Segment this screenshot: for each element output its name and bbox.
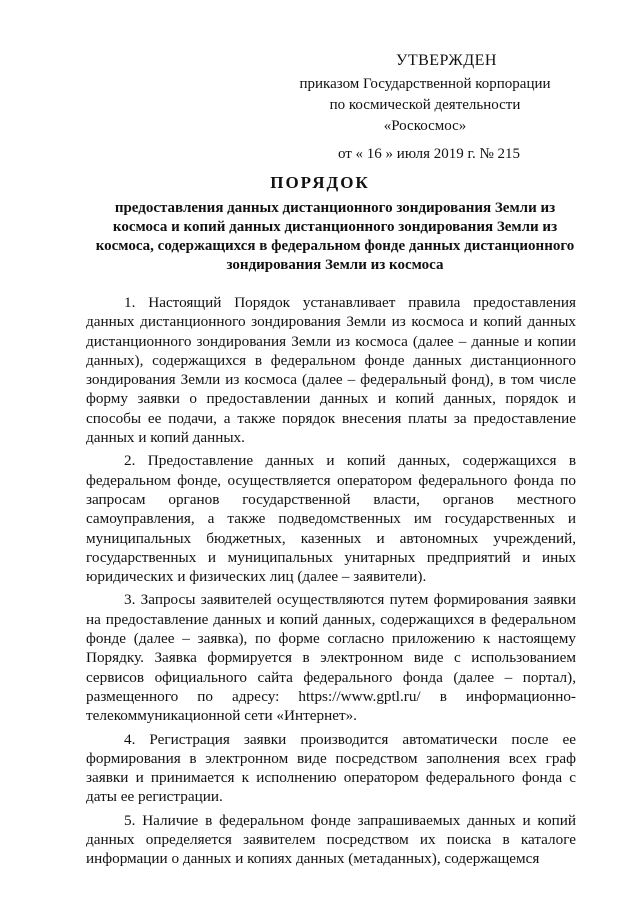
paragraph-5: 5. Наличие в федеральном фонде запрашиваемых данных и копий данных определяется заявителем посредством их поиска в каталоге информации о данных и копиях данных (метаданных), содержащемся	[86, 811, 576, 868]
approval-date: от « 16 » июля 2019 г. № 215	[337, 146, 521, 162]
approval-block	[290, 50, 590, 165]
approval-order-line-1: приказом Государственной корпорации	[299, 76, 551, 92]
document-body	[86, 293, 576, 873]
paragraph-2: 2. Предоставление данных и копий данных, содержащихся в федеральном фонде, осуществляется оператором федерального фонда по запросам органов государственной власти, органов местного самоуправления, а также подведомственных им государственных и муниципальных бюджетных, казенных и автономных учреждений, государственных и муниципальных унитарных предприятий и иных юридических и физических лиц (далее – заявители).	[86, 452, 576, 586]
approval-order-line-2: по космической деятельности «Роскосмос»	[329, 97, 521, 134]
paragraph-1: 1. Настоящий Порядок устанавливает правила предоставления данных дистанционного зондирования Земли из космоса и копий данных дистанционного зондирования Земли из космоса (далее – данные и копии данных), содержащихся в федеральном фонде данных дистанционного зондирования Земли из космоса (далее – федеральный фонд), в том числе форму заявки о предоставлении данных и копий данных, порядок и способы ее подачи, а также порядок внесения платы за предоставление данных и копий данных.	[86, 294, 576, 447]
approval-title: УТВЕРЖДЕН	[396, 52, 497, 69]
paragraph-4: 4. Регистрация заявки производится автоматически после ее формирования в электронном виде посредством заполнения всех граф заявки и принимается к исполнению оператором федерального фонда с даты ее регистрации.	[86, 730, 576, 806]
paragraph-3: 3. Запросы заявителей осуществляются путем формирования заявки на предоставление данных и копий данных, содержащихся в федеральном фонде (далее – заявка), по форме согласно приложению к настоящему Порядку. Заявка формируется в электронном виде с использованием сервисов официального сайта федерального фонда (далее – портал), размещенного по адресу: https://www.gptl.ru/ в информационно-телекоммуникационной сети «Интернет».	[86, 591, 576, 725]
document-title: ПОРЯДОК	[270, 173, 370, 192]
document-subtitle: предоставления данных дистанционного зондирования Земли из космоса и копий данных дистанционного зондирования Земли из космоса, содержащихся в федеральном фонде данных дистанционного зондирования Земли из космоса	[95, 200, 575, 273]
